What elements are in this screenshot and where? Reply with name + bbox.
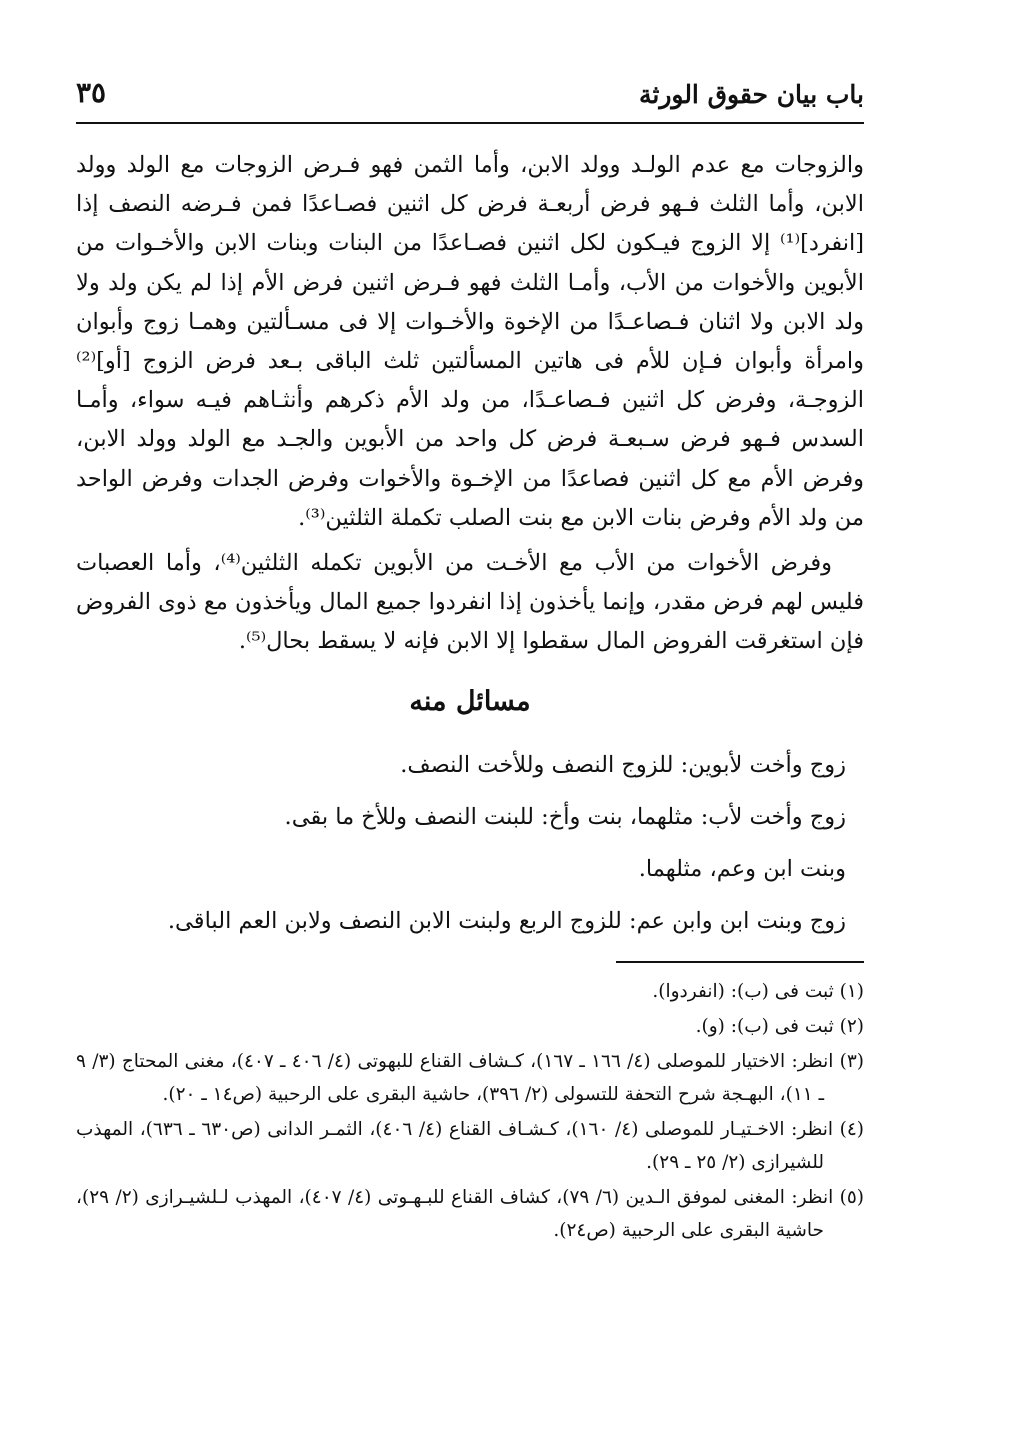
running-title: باب بيان حقوق الورثة [638,80,864,109]
main-text [76,146,864,662]
problem-item: زوج وأخت لأب: مثلهما، بنت وأخ: للبنت النصف وللأخ ما بقى. [284,803,846,830]
footnote: (١) ثبت فى (ب): (انفردوا). [652,980,864,1002]
footnote: (٤) انظر: الاخـتيـار للموصلى (٤/ ١٦٠)، كـشـاف القناع (٤/ ٤٠٦)، الثمـر الدانى (ص٦٣٠ ـ ٦٣٦)، المهذب للشيرازى (٢/ ٢٥ ـ ٢٩). [76,1118,864,1173]
paragraph: وفرض الأخوات من الأب مع الأخـت من الأبوين تكمله الثلثين⁽⁴⁾، وأما العصبات فليس لهم فرض مقدر، وإنما يأخذون إذا انفردوا جميع المال ويأخذون مع ذوى الفروض فإن استغرقت الفروض المال سقطوا إلا الابن فإنه لا يسقط بحال⁽⁵⁾. [76,550,864,655]
page-number: ٣٥ [76,76,107,109]
problem-item: وبنت ابن وعم، مثلهما. [638,855,846,882]
problems-list [76,739,864,947]
problem-item: زوج وأخت لأبوين: للزوج النصف وللأخت النصف. [400,751,846,778]
paragraph: والزوجات مع عدم الولـد وولد الابن، وأما الثمن فهو فـرض الزوجات مع الولد وولد الابن، وأما الثلث فـهو فرض أربعـة فرض كل اثنين فصـاعدًا فمن فـرضه النصف إذا [انفرد]⁽¹⁾ إلا الزوج فيـكون لكل اثنين فصـاعدًا من البنات وبنات الابن والأخـوات من الأبوين والأخوات من الأب، وأمـا الثلث فهو فـرض اثنين فرض الأم إذا لم يكن ولد ولا ولد الابن ولا اثنان فـصاعـدًا من الإخوة والأخـوات إلا فى مسـألتين وهمـا زوج وأبوان وامرأة وأبوان فـإن للأم فى هاتين المسألتين ثلث الباقى بـعد فرض الزوج [أو]⁽²⁾ الزوجـة، وفرض كل اثنين فـصاعـدًا، من ولد الأم ذكرهم وأنثـاهم فيـه سواء، وأمـا السدس فـهو فرض سـبعـة فرض كل واحد من الأبوين والجـد مع الولد وولد الابن، وفرض الأم مع كل اثنين فصاعدًا من الإخـوة والأخوات وفرض الجدات وفرض الواحد من ولد الأم وفرض بنات الابن مع بنت الصلب تكملة الثلثين⁽³⁾. [76,152,864,531]
footnote: (٢) ثبت فى (ب): (و). [695,1015,864,1037]
book-page [76,70,864,1430]
footnote-separator [616,961,864,963]
running-header [76,70,864,124]
section-heading: مسائل منه [409,685,531,717]
footnotes-list [76,975,864,1247]
footnote: (٣) انظر: الاختيار للموصلى (٤/ ١٦٦ ـ ١٦٧)، كـشاف القناع للبهوتى (٤/ ٤٠٦ ـ ٤٠٧)، مغنى المحتاج (٣/ ٩ ـ ١١)، البهـجة شرح التحفة للتسولى (٢/ ٣٩٦)، حاشية البقرى على الرحبية (ص١٤ ـ ٢٠). [76,1050,864,1105]
problem-item: زوج وبنت ابن وابن عم: للزوج الربع ولبنت الابن النصف ولابن العم الباقى. [167,907,846,934]
footnote: (٥) انظر: المغنى لموفق الـدين (٦/ ٧٩)، كشاف القناع للبـهـوتى (٤/ ٤٠٧)، المهذب لـلشيـرازى (٢/ ٢٩)، حاشية البقرى على الرحبية (ص٢٤). [76,1186,864,1241]
